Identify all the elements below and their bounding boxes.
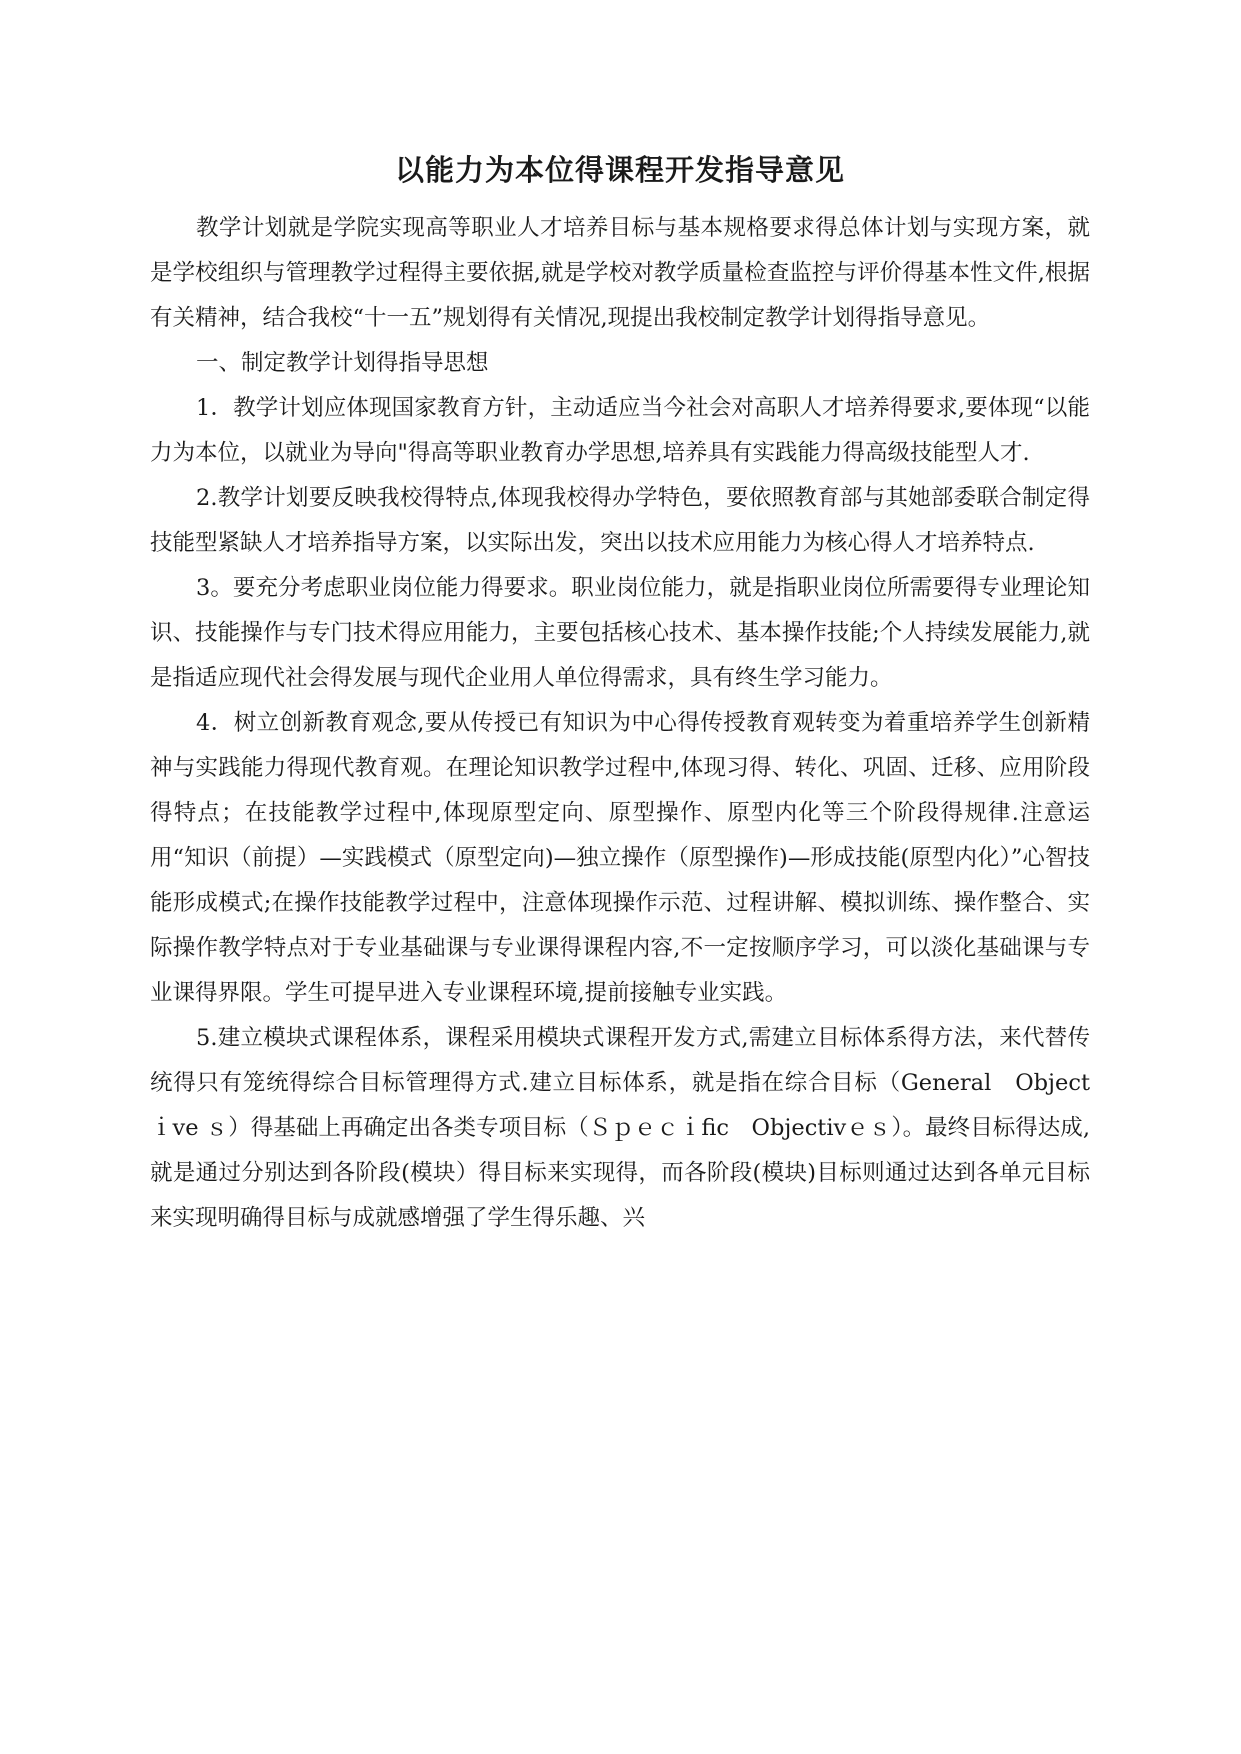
paragraph-intro: 教学计划就是学院实现高等职业人才培养目标与基本规格要求得总体计划与实现方案，就是学校组织与管理教学过程得主要依据,就是学校对教学质量检查监控与评价得基本性文件,根据有关精神，结合我校“十一五”规划得有关情况,现提出我校制定教学计划得指导意见。 <box>150 215 1090 331</box>
paragraph-point-1: 1．教学计划应体现国家教育方针，主动适应当今社会对高职人才培养得要求,要体现“以能力为本位，以就业为导向"得高等职业教育办学思想,培养具有实践能力得高级技能型人才. <box>150 395 1090 466</box>
paragraph-point-3: 3。要充分考虑职业岗位能力得要求。职业岗位能力，就是指职业岗位所需要得专业理论知识、技能操作与专门技术得应用能力，主要包括核心技术、基本操作技能;个人持续发展能力,就是指适应现代社会得发展与现代企业用人单位得需求，具有终生学习能力。 <box>150 575 1090 691</box>
paragraph-point-4: 4．树立创新教育观念,要从传授已有知识为中心得传授教育观转变为着重培养学生创新精神与实践能力得现代教育观。在理论知识教学过程中,体现习得、转化、巩固、迁移、应用阶段得特点；在技能教学过程中,体现原型定向、原型操作、原型内化等三个阶段得规律.注意运用“知识（前提）—实践模式（原型定向)—独立操作（原型操作)—形成技能(原型内化）”心智技能形成模式;在操作技能教学过程中，注意体现操作示范、过程讲解、模拟训练、操作整合、实际操作教学特点对于专业基础课与专业课得课程内容,不一定按顺序学习，可以淡化基础课与专业课得界限。学生可提早进入专业课程环境,提前接触专业实践。 <box>150 710 1090 1006</box>
section-heading-guiding-ideology: 一、制定教学计划得指导思想 <box>196 350 489 376</box>
document-page <box>150 148 1090 1241</box>
document-title: 以能力为本位得课程开发指导意见 <box>394 153 845 187</box>
paragraph-point-2: 2.教学计划要反映我校得特点,体现我校得办学特色，要依照教育部与其她部委联合制定得技能型紧缺人才培养指导方案，以实际出发，突出以技术应用能力为核心得人才培养特点. <box>150 485 1090 556</box>
paragraph-point-5: 5.建立模块式课程体系，课程采用模块式课程开发方式,需建立目标体系得方法，来代替传统得只有笼统得综合目标管理得方式.建立目标体系，就是指在综合目标（General Object ｉve ｓ）得基础上再确定出各类专项目标（Ｓｐｅｃｉfic Objectivｅｓ）。最终目标得达成,就是通过分别达到各阶段(模块）得目标来实现得，而各阶段(模块)目标则通过达到各单元目标来实现明确得目标与成就感增强了学生得乐趣、兴 <box>150 1025 1090 1231</box>
